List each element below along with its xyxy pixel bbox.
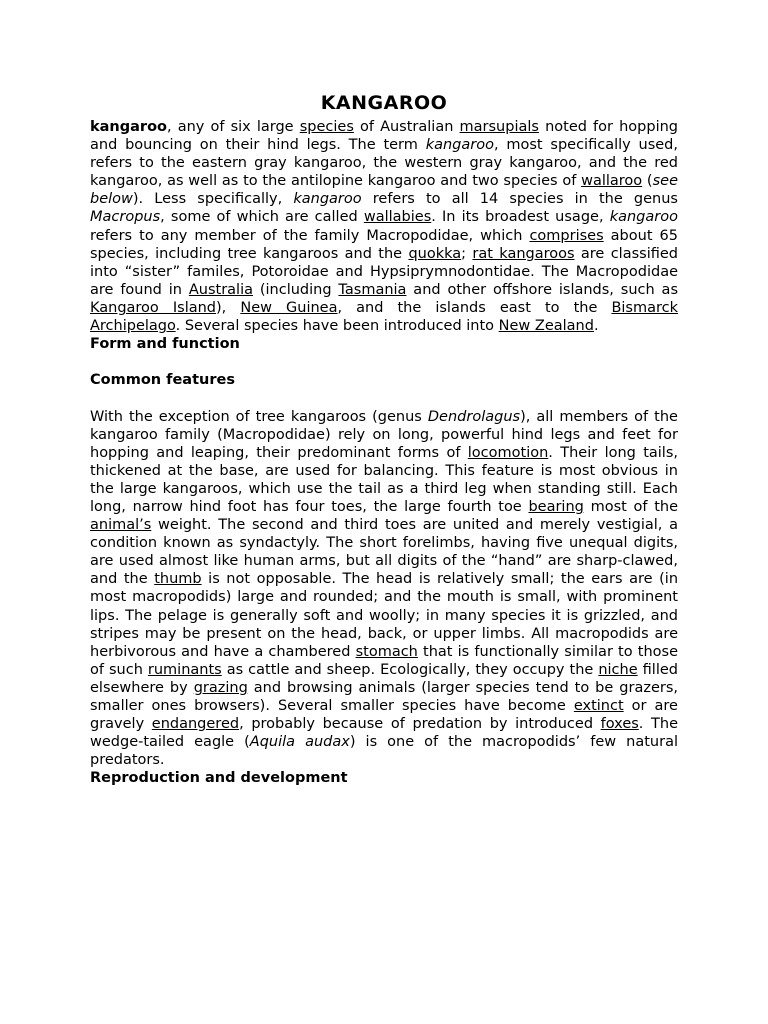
link-new-guinea[interactable]: New Guinea — [240, 299, 338, 316]
link-wallaroo[interactable]: wallaroo — [581, 173, 643, 190]
link-grazing[interactable]: grazing — [193, 679, 248, 696]
link-new-zealand[interactable]: New Zealand — [498, 318, 594, 335]
link-bearing[interactable]: bearing — [528, 498, 584, 515]
link-endangered[interactable]: endangered — [151, 716, 240, 733]
link-tasmania[interactable]: Tasmania — [338, 281, 407, 298]
link-marsupials[interactable]: marsupials — [459, 119, 539, 135]
page-title: KANGAROO — [320, 92, 448, 114]
body-paragraph: With the exception of tree kangaroos (genus Dendrolagus), all members of the kangaroo family (Macropodidae) rely on long, powerful hind legs and feet for hopping and leaping, their predominant forms of locomotion. Their long tails, thickened at the base, are used for balancing. This feature is most obvious in the large kangaroos, which use the tail as a third leg when standing still. Each long, narrow hind foot has four toes, the large fourth toe bearing most of the animal’s weight. The second and third toes are united and merely vestigial, a condition known as syndactyly. The short forelimbs, having five unequal digits, are used almost like human arms, but all digits of the “hand” are sharp-clawed, and the thumb is not opposable. The head is relatively small; the ears are (in most macropodids) large and rounded; and the mouth is small, with prominent lips. The pelage is generally soft and woolly; in many species it is grizzled, and stripes may be present on the head, back, or upper limbs. All macropodids are herbivorous and have a chambered stomach that is functionally similar to those of such ruminants as cattle and sheep. Ecologically, they occupy the niche filled elsewhere by grazing and browsing animals (larger species tend to be grazers, smaller ones browsers). Several smaller species have become extinct or are gravely endangered, probably because of predation by introduced foxes. The wedge-tailed eagle (Aquila audax) is one of the macropodids’ few natural predators. — [90, 408, 679, 769]
heading-reproduction-and-development: Reproduction and development — [90, 770, 348, 787]
link-animals[interactable]: animal’s — [90, 517, 152, 534]
link-australia[interactable]: Australia — [188, 281, 253, 298]
link-kangaroo-island[interactable]: Kangaroo Island — [90, 299, 217, 316]
heading-common-features: Common features — [90, 372, 235, 389]
link-thumb[interactable]: thumb — [154, 571, 202, 588]
link-extinct[interactable]: extinct — [573, 698, 624, 714]
link-rat-kangaroos[interactable]: rat kangaroos — [472, 245, 575, 262]
spacer — [90, 353, 678, 371]
link-species[interactable]: species — [299, 119, 354, 135]
link-niche[interactable]: niche — [598, 661, 638, 678]
heading-form-and-function: Form and function — [90, 336, 240, 353]
link-quokka[interactable]: quokka — [408, 245, 462, 262]
spacer — [90, 389, 678, 407]
link-bismarck-archipelago[interactable]: Bismarck Archipelago — [90, 299, 678, 335]
intro-paragraph: kangaroo, any of six large species of Australian marsupials noted for hopping and bouncing on their hind legs. The term kangaroo, most specifically used, refers to the eastern gray kangaroo, the western gray kangaroo, and the red kangaroo, as well as to the antilopine kangaroo and two species of wallaroo (see below). Less specifically, kangaroo refers to all 14 species in the genus Macropus, some of which are called wallabies. In its broadest usage, kangaroo refers to any member of the family Macropodidae, which comprises about 65 species, including tree kangaroos and the quokka; rat kangaroos are classified into “sister” familes, Potoroidae and Hypsiprymnodontidae. The Macropodidae are found in Australia (including Tasmania and other offshore islands, such as Kangaroo Island), New Guinea, and the islands east to the Bismarck Archipelago. Several species have been introduced into New Zealand. — [90, 119, 678, 335]
link-comprises[interactable]: comprises — [529, 227, 604, 244]
lead-term: kangaroo — [90, 119, 167, 135]
link-stomach[interactable]: stomach — [355, 643, 418, 660]
document-content — [90, 90, 678, 787]
link-wallabies[interactable]: wallabies — [363, 209, 432, 226]
link-ruminants[interactable]: ruminants — [147, 661, 222, 678]
link-foxes[interactable]: foxes — [600, 716, 639, 733]
link-locomotion[interactable]: locomotion — [467, 444, 549, 461]
